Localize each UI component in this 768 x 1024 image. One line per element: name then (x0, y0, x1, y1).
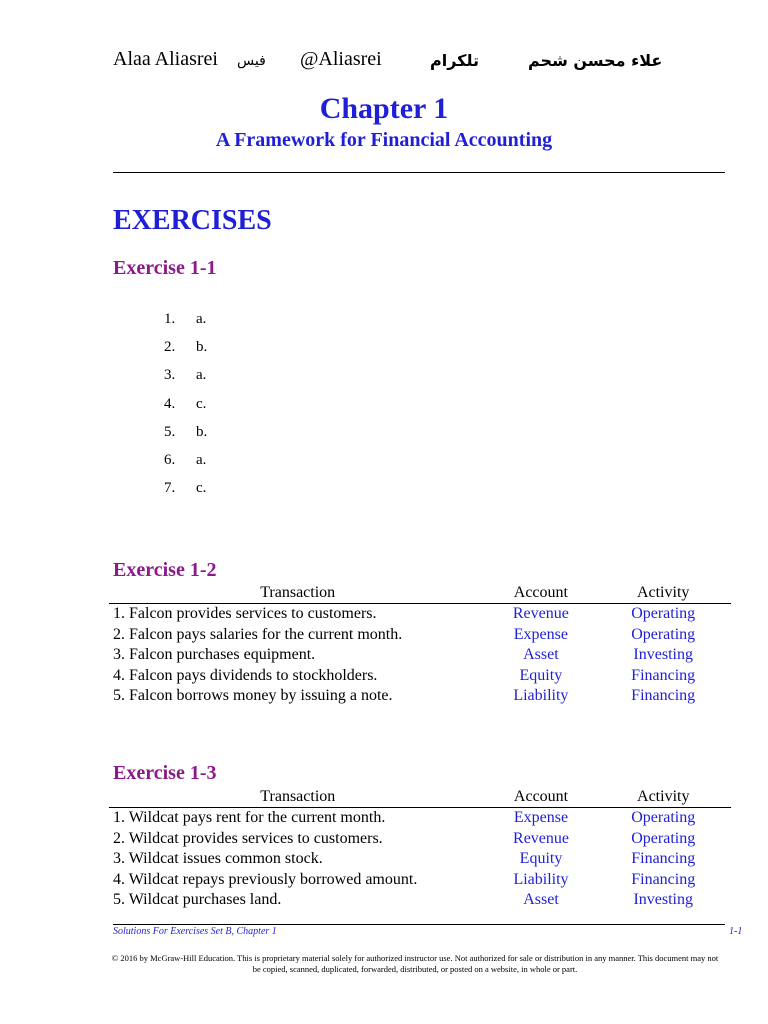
chapter-subtitle: A Framework for Financial Accounting (215, 129, 553, 151)
face-label: فيس (237, 53, 266, 69)
activity-cell: Operating (631, 829, 696, 847)
exercise-1-1-title: Exercise 1-1 (113, 257, 217, 279)
transaction-cell: 3. Wildcat issues common stock. (113, 850, 323, 868)
account-cell: Revenue (513, 829, 569, 847)
answer-item: 6. a. (164, 451, 207, 468)
table-row (109, 808, 731, 829)
exercise-1-2-table (109, 583, 731, 707)
table-header-row (109, 787, 731, 808)
table-header-row (109, 583, 731, 604)
answer-item: 2. b. (164, 339, 208, 356)
exercise-1-3-table (109, 787, 731, 911)
column-header-activity: Activity (595, 787, 731, 808)
exercise-1-3-title: Exercise 1-3 (113, 762, 217, 784)
column-header-transaction: Transaction (109, 583, 486, 604)
table-row (109, 645, 731, 666)
column-header-transaction: Transaction (109, 787, 487, 808)
activity-cell: Investing (633, 646, 693, 664)
author-handle: @Aliasrei (300, 48, 382, 70)
transaction-cell: 1. Falcon provides services to customers. (113, 605, 377, 623)
activity-cell: Financing (631, 666, 696, 684)
transaction-cell: 4. Falcon pays dividends to stockholders. (113, 666, 378, 684)
answer-item: 1. a. (164, 311, 207, 327)
author-full-name-ar: علاء محسن شحم (528, 51, 663, 70)
column-header-account: Account (486, 583, 595, 604)
page-number: 1-1 (729, 926, 743, 937)
table-row (109, 686, 731, 707)
account-cell: Expense (513, 625, 568, 643)
column-header-activity: Activity (595, 583, 731, 604)
exercise-1-2-title: Exercise 1-2 (113, 559, 217, 581)
transaction-cell: 5. Wildcat purchases land. (113, 891, 282, 909)
activity-cell: Operating (631, 809, 696, 827)
answer-item: 4. c. (164, 395, 207, 412)
table-row (109, 870, 731, 891)
answer-item: 3. a. (164, 367, 207, 384)
account-cell: Revenue (512, 605, 569, 623)
table-row (109, 890, 731, 911)
account-cell: Asset (523, 891, 559, 909)
account-cell: Asset (523, 646, 559, 664)
page-header (113, 44, 663, 76)
account-cell: Equity (519, 850, 563, 868)
table-row (109, 604, 731, 625)
table-row (109, 829, 731, 850)
answer-item: 5. b. (164, 423, 208, 440)
account-cell: Expense (513, 809, 569, 827)
activity-cell: Financing (631, 687, 696, 705)
account-cell: Liability (513, 870, 569, 888)
transaction-cell: 5. Falcon borrows money by issuing a note. (113, 687, 393, 705)
activity-cell: Financing (631, 870, 696, 888)
activity-cell: Operating (631, 625, 696, 643)
transaction-cell: 4. Wildcat repays previously borrowed amount. (113, 870, 418, 888)
activity-cell: Financing (631, 850, 696, 868)
column-header-account: Account (487, 787, 596, 808)
footer-divider (113, 924, 725, 925)
chapter-title: Chapter 1 (319, 92, 449, 125)
transaction-cell: 3. Falcon purchases equipment. (113, 646, 316, 664)
account-cell: Equity (519, 666, 563, 684)
copyright-notice: © 2016 by McGraw-Hill Education. This is proprietary material solely for authorized instructor use. Not authorized for sale or distribution in any manner. This document may not be copied, scanned, duplicated, forwarded, distributed, or posted on a website, in whole or part. (111, 953, 719, 974)
author-name: Alaa Aliasrei (113, 48, 218, 70)
table-row (109, 666, 731, 687)
answer-item: 7. c. (164, 480, 207, 497)
activity-cell: Operating (631, 605, 696, 623)
footer-source: Solutions For Exercises Set B, Chapter 1 (113, 926, 277, 937)
table-row (109, 625, 731, 646)
account-cell: Liability (513, 687, 569, 705)
exercise-1-1-answers (164, 311, 207, 508)
table-row (109, 849, 731, 870)
section-heading: EXERCISES (113, 205, 272, 236)
transaction-cell: 1. Wildcat pays rent for the current month. (113, 809, 386, 827)
activity-cell: Investing (633, 891, 693, 909)
header-divider (113, 172, 725, 173)
transaction-cell: 2. Wildcat provides services to customers. (113, 829, 383, 847)
transaction-cell: 2. Falcon pays salaries for the current month. (113, 625, 403, 643)
telegram-label: تلكرام (430, 51, 480, 70)
